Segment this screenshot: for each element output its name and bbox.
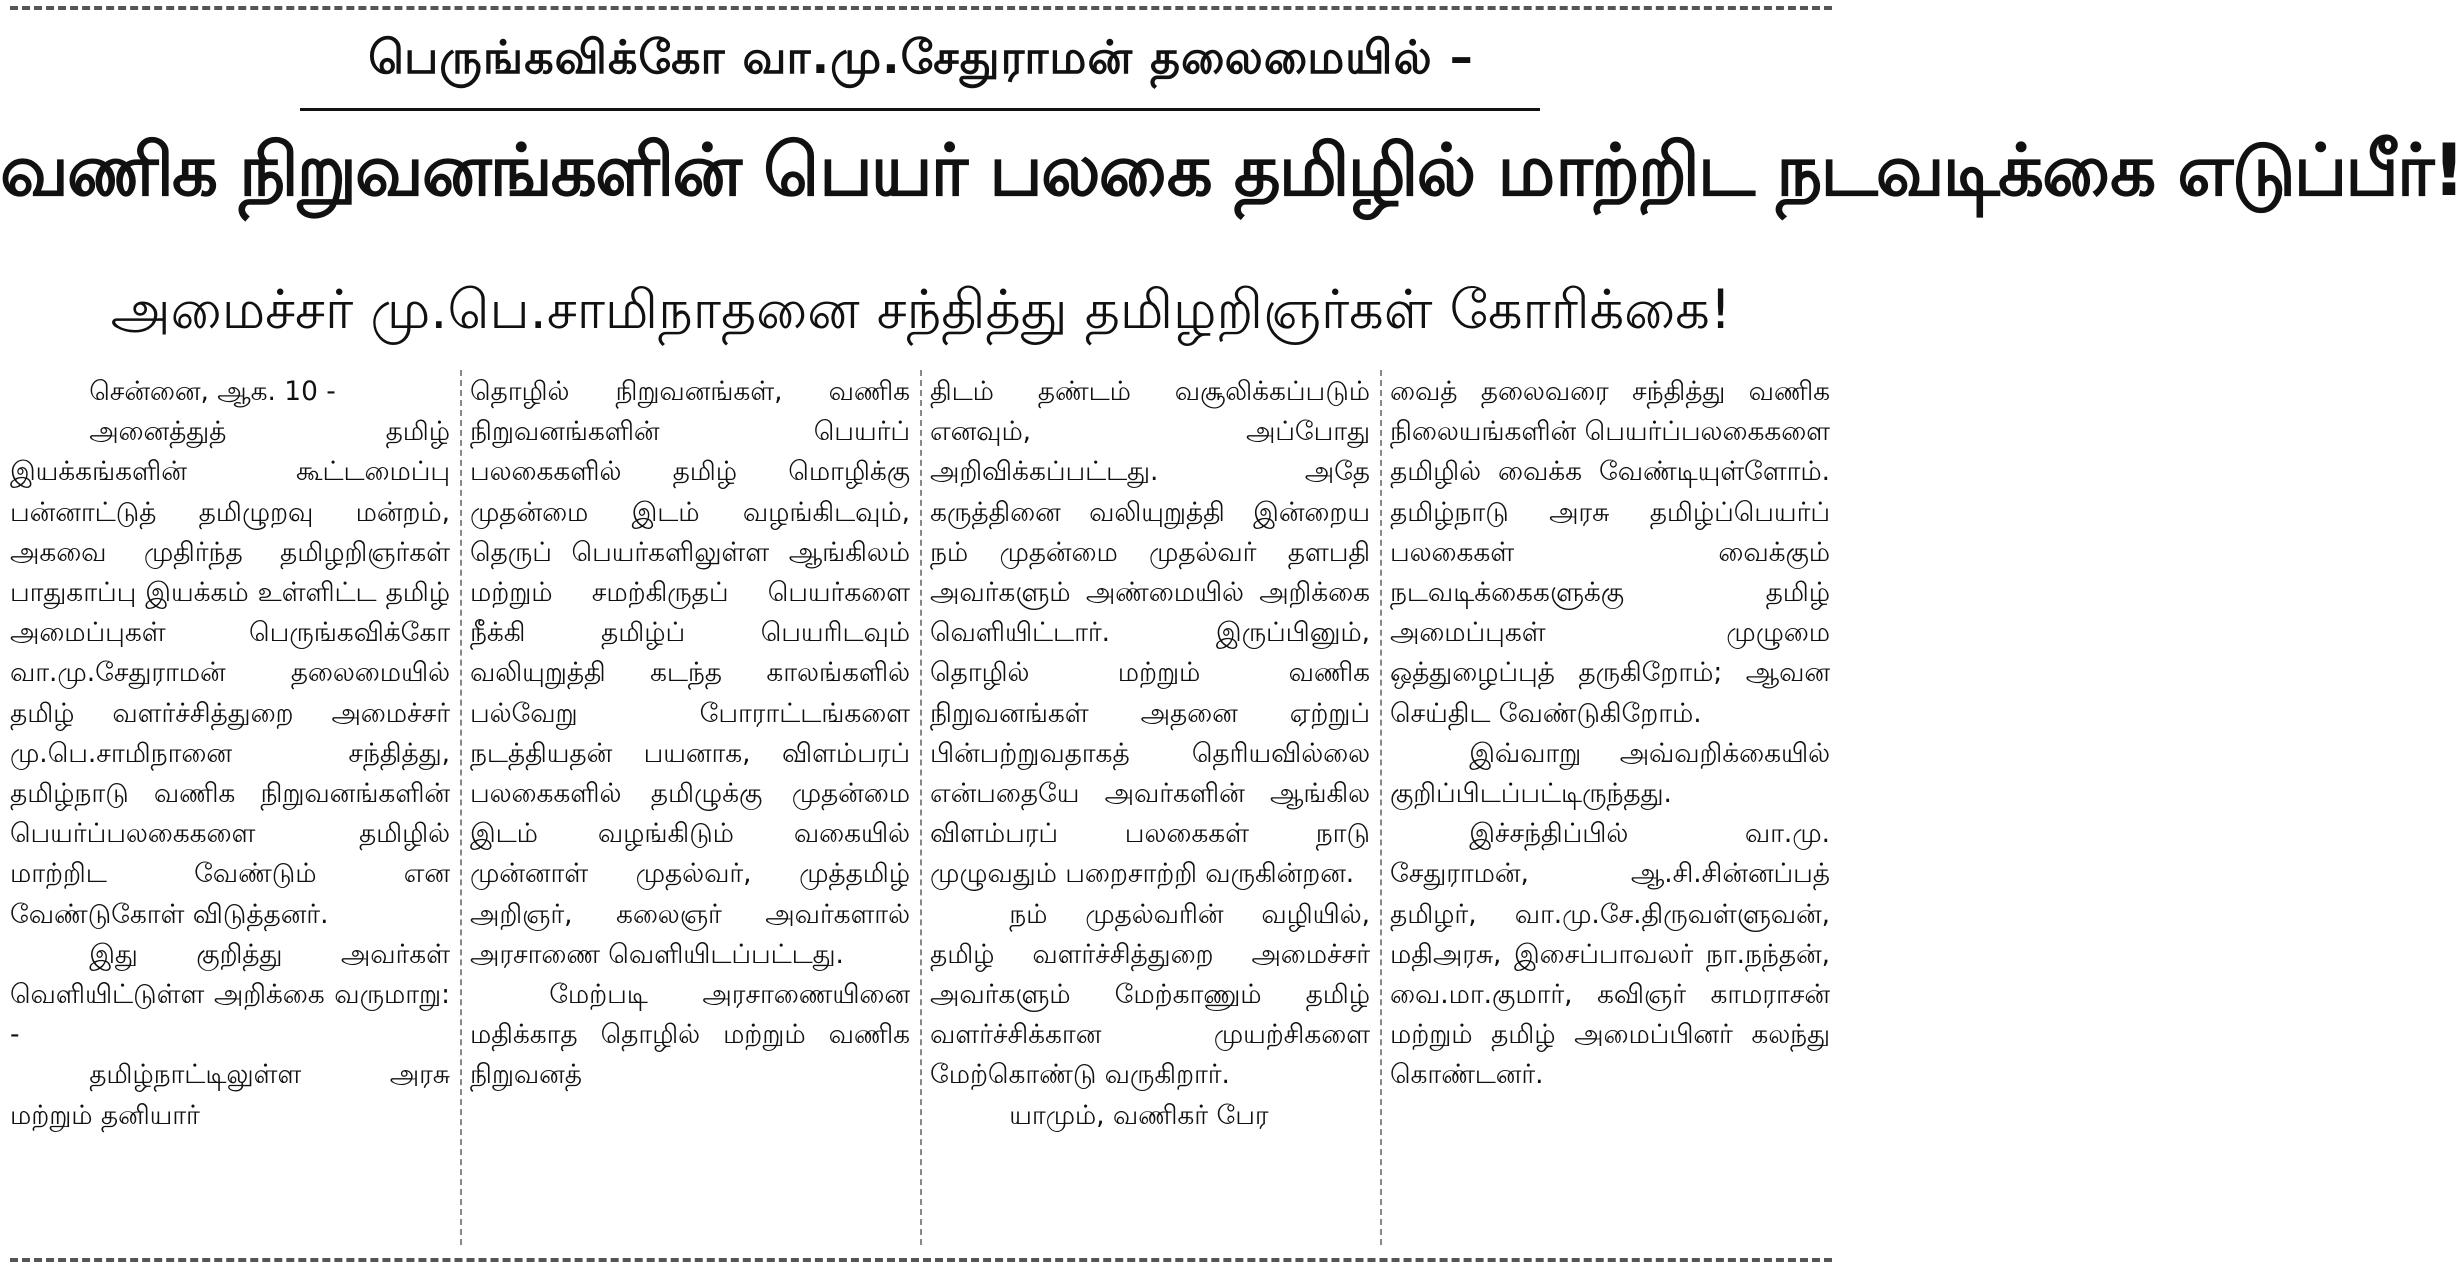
paragraph: இவ்வாறு அவ்வறிக்கையில் குறிப்பிடப்பட்டிருந்தது. [1390, 737, 1830, 810]
paragraph: இச்சந்திப்பில் வா.மு. சேதுராமன், ஆ.சி.சின்னப்பத் தமிழர், வா.மு.சே.திருவள்ளுவன், மதிஅரசு, இசைப்பாவலர் நா.நந்தன், வை.மா.குமார், கவிஞர் காமராசன் மற்றும் தமிழ் அமைப்பினர் கலந்து கொண்டனர். [1390, 818, 1830, 1091]
column-2 [470, 372, 910, 1096]
subheadline: அமைச்சர் மு.பெ.சாமிநாதனை சந்தித்து தமிழறிஞர்கள் கோரிக்கை! [110, 278, 1732, 341]
column-3 [930, 372, 1370, 1136]
column-4 [1390, 372, 1830, 1096]
column-divider [1380, 370, 1382, 1245]
paragraph: தொழில் நிறுவனங்கள், வணிக நிறுவனங்களின் பெயர்ப் பலகைகளில் தமிழ் மொழிக்கு முதன்மை இடம் வழங்கிடவும், தெருப் பெயர்களிலுள்ள ஆங்கிலம் மற்றும் சமற்கிருதப் பெயர்களை நீக்கி தமிழ்ப் பெயரிடவும் வலியுறுத்தி கடந்த காலங்களில் பல்வேறு போராட்டங்களை நடத்தியதன் பயனாக, விளம்பரப் பலகைகளில் தமிழுக்கு முதன்மை இடம் வழங்கிடும் வகையில் முன்னாள் முதல்வர், முத்தமிழ் அறிஞர், கலைஞர் அவர்களால் அரசாணை வெளியிடப்பட்டது. [470, 376, 910, 970]
paragraph: தமிழ்நாட்டிலுள்ள அரசு மற்றும் தனியார் [10, 1059, 450, 1131]
paragraph: வைத் தலைவரை சந்தித்து வணிக நிலையங்களின் பெயர்ப்பலகைகளை தமிழில் வைக்க வேண்டியுள்ளோம். தமிழ்நாடு அரசு தமிழ்ப்பெயர்ப் பலகைகள் வைக்கும் நடவடிக்கைகளுக்கு தமிழ் அமைப்புகள் முழுமை ஒத்துழைப்புத் தருகிறோம்; ஆவன செய்திட வேண்டுகிறோம். [1390, 376, 1830, 729]
kicker-rule [300, 108, 1540, 111]
paragraph: மேற்படி அரசாணையினை மதிக்காத தொழில் மற்றும் வணிக நிறுவனத் [470, 979, 910, 1091]
paragraph: அனைத்துத் தமிழ் இயக்கங்களின் கூட்டமைப்பு பன்னாட்டுத் தமிழுறவு மன்றம், அகவை முதிர்ந்த தமிழறிஞர்கள் பாதுகாப்பு இயக்கம் உள்ளிட்ட தமிழ் அமைப்புகள் பெருங்கவிக்கோ வா.மு.சேதுராமன் தலைமையில் தமிழ் வளர்ச்சித்துறை அமைச்சர் மு.பெ.சாமிநானை சந்தித்து, தமிழ்நாடு வணிக நிறுவனங்களின் பெயர்ப்பலகைகளை தமிழில் மாற்றிட வேண்டும் என வேண்டுகோள் விடுத்தனர். [10, 416, 450, 930]
clipping-border-top [10, 6, 1832, 10]
paragraph: திடம் தண்டம் வசூலிக்கப்படும் எனவும், அப்போது அறிவிக்கப்பட்டது. அதே கருத்தினை வலியுறுத்தி இன்றைய நம் முதன்மை முதல்வர் தளபதி அவர்களும் அண்மையில் அறிக்கை வெளியிட்டார். இருப்பினும், தொழில் மற்றும் வணிக நிறுவனங்கள் அதனை ஏற்றுப் பின்பற்றுவதாகத் தெரியவில்லை என்பதையே அவர்களின் ஆங்கில விளம்பரப் பலகைகள் நாடு முழுவதும் பறைசாற்றி வருகின்றன. [930, 376, 1370, 890]
clipping-border-bottom [10, 1258, 1832, 1262]
paragraph: இது குறித்து அவர்கள் வெளியிட்டுள்ள அறிக்கை வருமாறு: - [10, 938, 450, 1051]
column-divider [460, 370, 462, 1245]
column-divider [920, 370, 922, 1245]
paragraph: நம் முதல்வரின் வழியில், தமிழ் வளர்ச்சித்துறை அமைச்சர் அவர்களும் மேற்காணும் தமிழ் வளர்ச்சிக்கான முயற்சிகளை மேற்கொண்டு வருகிறார். [930, 898, 1370, 1091]
dateline: சென்னை, ஆக. 10 - [89, 376, 336, 407]
paragraph: யாமும், வணிகர் பேர [1009, 1099, 1269, 1131]
column-1 [10, 372, 450, 1136]
kicker: பெருங்கவிக்கோ வா.மு.சேதுராமன் தலைமையில் – [368, 30, 1474, 84]
headline: வணிக நிறுவனங்களின் பெயர் பலகை தமிழில் மாற்றிட நடவடிக்கை எடுப்பீர்! [0, 128, 2463, 212]
